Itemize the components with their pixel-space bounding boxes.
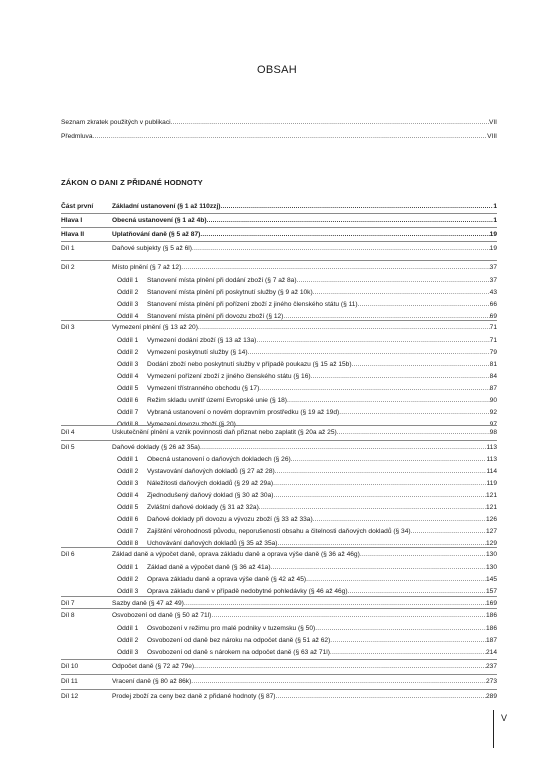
toc-page-number: 273: [485, 678, 497, 685]
toc-page-number: 113: [486, 444, 497, 451]
toc-text: Oprava základu daně a oprava výše daně (§ 42 až 45): [147, 576, 307, 583]
toc-text: Vystavování daňových dokladů (§ 27 až 28): [147, 468, 275, 475]
toc-subsection-label: Oddíl 4: [117, 492, 139, 499]
toc-text: Náležitosti daňových dokladů (§ 29 až 29a): [147, 480, 274, 487]
toc-entry-line: [147, 646, 497, 659]
toc-text: Vymezení dovozu zboží (§ 20): [147, 421, 236, 428]
toc-page-number: 187: [485, 637, 497, 644]
toc-page-number: 157: [485, 588, 497, 595]
toc-page-number: 130: [485, 551, 497, 558]
toc-subsection-label: Oddíl 2: [117, 468, 139, 475]
toc-subsection-label: Oddíl 1: [117, 337, 139, 344]
toc-text: Vybraná ustanovení o novém dopravním prostředku (§ 19 až 19d): [147, 409, 340, 416]
toc-text: Obecná ustanovení (§ 1 až 4b): [112, 217, 207, 224]
toc-text: Základní ustanovení (§ 1 až 110zzj): [112, 203, 221, 210]
front-item-preface[interactable]: [0, 130, 554, 143]
toc-page-number: 1: [493, 203, 497, 210]
toc-page-number: 37: [489, 264, 497, 271]
leader-dots: [191, 675, 486, 688]
toc-page-number: 79: [489, 349, 497, 356]
section-heading: ZÁKON O DANI Z PŘIDANÉ HODNOTY: [61, 178, 203, 187]
toc-text: Daňové subjekty (§ 5 až 6l): [112, 245, 192, 252]
toc-text: Uplatňování daně (§ 5 až 87): [112, 231, 201, 238]
leader-dots: [194, 660, 486, 673]
toc-page-number: 90: [489, 397, 497, 404]
toc-entry-line: [112, 242, 497, 255]
leader-dots: [198, 321, 490, 334]
toc-text: Stanovení místa plnění při pořízení zboží z jiného členského státu (§ 11): [147, 301, 358, 308]
toc-page-number: 92: [489, 409, 497, 416]
toc-text: Seznam zkratek použitých v publikaci: [61, 119, 171, 126]
toc-page-number: 186: [485, 625, 497, 632]
toc-text: Vymezení dodání zboží (§ 13 až 13a): [147, 337, 257, 344]
leader-dots: [207, 214, 494, 227]
toc-text: Zvláštní daňové doklady (§ 31 až 32a): [147, 504, 259, 511]
toc-entry-label: Díl 3: [61, 324, 75, 331]
toc-entry-label: Díl 2: [61, 264, 75, 271]
toc-page-number: 69: [489, 313, 497, 320]
toc-entry-line: [112, 690, 497, 703]
toc-entry-label: Díl 5: [61, 444, 75, 451]
toc-entry-line: [112, 426, 497, 439]
toc-subsection-label: Oddíl 6: [117, 397, 139, 404]
toc-text: Stanovení místa plnění při dodání zboží (§ 7 až 8a): [147, 277, 297, 284]
toc-subsection-label: Oddíl 7: [117, 409, 139, 416]
toc-page-number: 87: [489, 385, 497, 392]
toc-page-number: 169: [485, 600, 497, 607]
toc-entry-label: Hlava II: [61, 231, 85, 238]
toc-entry-label: Část první: [61, 203, 94, 210]
toc-page-number: 37: [489, 277, 497, 284]
page-title: OBSAH: [256, 64, 297, 76]
toc-page-number: 97: [489, 421, 497, 428]
toc-page-number: 66: [489, 301, 497, 308]
toc-entry[interactable]: [0, 646, 554, 659]
toc-subsection-label: Oddíl 3: [117, 361, 139, 368]
toc-subsection-label: Oddíl 1: [117, 277, 139, 284]
toc-page-number: VII: [488, 119, 497, 126]
toc-page-number: 84: [489, 373, 497, 380]
toc-subsection-label: Oddíl 8: [117, 421, 139, 428]
toc-entry-line: [112, 214, 497, 227]
toc-text: Vymezení třístranného obchodu (§ 17): [147, 385, 260, 392]
toc-page-number: 129: [485, 540, 497, 547]
toc-entry[interactable]: [0, 675, 554, 688]
toc-entry-label: Díl 4: [61, 429, 75, 436]
toc-text: Režim skladu uvnitř území Evropské unie (§ 18): [147, 397, 287, 404]
toc-entry-line: [112, 200, 497, 213]
toc-text: Oprava základu daně v případě nedobytné pohledávky (§ 46 až 46g): [147, 588, 348, 595]
folio-rule: [493, 710, 494, 748]
toc-entry-label: Díl 6: [61, 551, 75, 558]
toc-text: Osvobození v režimu pro malé podniky v tuzemsku (§ 50): [147, 625, 316, 632]
toc-page-number: 19: [489, 231, 497, 238]
toc-entry-line: [112, 228, 497, 241]
toc-text: Sazby daně (§ 47 až 49): [112, 600, 184, 607]
toc-page-number: 237: [485, 663, 497, 670]
leader-dots: [220, 200, 493, 213]
toc-subsection-label: Oddíl 5: [117, 504, 139, 511]
leader-dots: [192, 242, 490, 255]
toc-text: Osvobození od daně s nárokem na odpočet daně (§ 63 až 71l): [147, 649, 330, 656]
toc-text: Dodání zboží nebo poskytnutí služby v případě poukazu (§ 15 až 15b): [147, 361, 352, 368]
toc-page-number: 186: [485, 612, 497, 619]
toc-subsection-label: Oddíl 2: [117, 349, 139, 356]
toc-text: Prodej zboží za ceny bez daně z přidané hodnoty (§ 87): [112, 693, 276, 700]
toc-entry-label: Díl 1: [61, 245, 75, 252]
toc-text: Základ daně a výpočet daně (§ 36 až 41a): [147, 564, 271, 571]
toc-entry[interactable]: [0, 214, 554, 227]
leader-dots: [93, 130, 488, 143]
toc-text: Vymezení plnění (§ 13 až 20): [112, 324, 198, 331]
toc-subsection-label: Oddíl 2: [117, 289, 139, 296]
toc-page-number: 43: [489, 289, 497, 296]
toc-subsection-label: Oddíl 2: [117, 576, 139, 583]
toc-subsection-label: Oddíl 4: [117, 373, 139, 380]
toc-page-number: 145: [485, 576, 497, 583]
toc-entry-line: [112, 548, 497, 561]
toc-entry[interactable]: [0, 228, 554, 241]
toc-entry-label: Hlava I: [61, 217, 83, 224]
toc-entry[interactable]: [0, 261, 554, 274]
page-number: V: [501, 713, 508, 723]
toc-page-number: 130: [485, 564, 497, 571]
leader-dots: [360, 548, 486, 561]
toc-page-number: 71: [489, 324, 497, 331]
toc-text: Vymezení poskytnutí služby (§ 14): [147, 349, 248, 356]
toc-entry-label: Díl 11: [61, 678, 78, 685]
toc-text: Osvobození od daně (§ 50 až 71l): [112, 612, 212, 619]
toc-page-number: 113: [486, 456, 497, 463]
toc-text: Vymezení pořízení zboží z jiného členského státu (§ 16): [147, 373, 311, 380]
toc-entry[interactable]: [0, 200, 554, 213]
toc-page-number: 98: [489, 429, 497, 436]
leader-dots: [181, 261, 489, 274]
toc-subsection-label: Oddíl 1: [117, 456, 139, 463]
toc-text: Obecná ustanovení o daňových dokladech (§ 26): [147, 456, 291, 463]
leader-dots: [171, 116, 489, 129]
toc-text: Předmluva: [61, 133, 93, 140]
toc-text: Uskutečnění plnění a vznik povinnosti daň přiznat nebo zaplatit (§ 20a až 25): [112, 429, 337, 436]
toc-entry-line: [112, 321, 497, 334]
toc-page-number: VIII: [487, 133, 497, 140]
toc-subsection-label: Oddíl 8: [117, 540, 139, 547]
toc-text: Stanovení místa plnění při poskytnutí služby (§ 9 až 10k): [147, 289, 313, 296]
toc-page-number: 114: [486, 468, 497, 475]
toc-text: Daňové doklady při dovozu a vývozu zboží (§ 33 až 33a): [147, 516, 313, 523]
leader-dots: [337, 426, 490, 439]
toc-page-number: 1: [493, 217, 497, 224]
toc-page-number: 121: [485, 504, 497, 511]
toc-text: Daňové doklady (§ 26 až 35a): [112, 444, 200, 451]
toc-subsection-label: Oddíl 3: [117, 588, 139, 595]
toc-page-number: 19: [489, 245, 497, 252]
toc-subsection-label: Oddíl 3: [117, 301, 139, 308]
toc-subsection-label: Oddíl 7: [117, 528, 139, 535]
toc-page-number: 121: [485, 492, 497, 499]
toc-page-number: 289: [485, 693, 497, 700]
toc-subsection-label: Oddíl 1: [117, 564, 139, 571]
toc-entry-label: Díl 12: [61, 693, 79, 700]
toc-entry[interactable]: [0, 690, 554, 703]
toc-entry[interactable]: [0, 321, 554, 334]
leader-dots: [200, 228, 489, 241]
toc-page-number: 71: [489, 337, 497, 344]
front-item-abbreviations[interactable]: [0, 116, 554, 129]
toc-entry-line: [112, 675, 497, 688]
toc-entry-label: Díl 8: [61, 612, 75, 619]
toc-entry[interactable]: [0, 609, 554, 622]
toc-text: Odpočet daně (§ 72 až 79e): [112, 663, 195, 670]
toc-text: Stanovení místa plnění při dovozu zboží (§ 12): [147, 313, 284, 320]
toc-entry-line: [112, 609, 497, 622]
toc-subsection-label: Oddíl 3: [117, 480, 139, 487]
leader-dots: [330, 646, 486, 659]
toc-entry-line: [112, 261, 497, 274]
toc-page-number: 81: [489, 361, 497, 368]
toc-page-number: 126: [485, 516, 497, 523]
toc-text: Osvobození od daně bez nároku na odpočet daně (§ 51 až 62): [147, 637, 331, 644]
toc-subsection-label: Oddíl 1: [117, 625, 139, 632]
toc-entry-label: Díl 10: [61, 663, 79, 670]
toc-text: Vracení daně (§ 80 až 86k): [112, 678, 192, 685]
toc-entry[interactable]: [0, 548, 554, 561]
toc-entry-line: [112, 660, 497, 673]
leader-dots: [275, 690, 486, 703]
toc-entry[interactable]: [0, 426, 554, 439]
toc-entry[interactable]: [0, 660, 554, 673]
toc-text: Uchovávání daňových dokladů (§ 35 až 35a): [147, 540, 278, 547]
toc-text: Místo plnění (§ 7 až 12): [112, 264, 182, 271]
toc-entry[interactable]: [0, 242, 554, 255]
toc-entry-label: Díl 7: [61, 600, 75, 607]
toc-subsection-label: Oddíl 2: [117, 637, 139, 644]
toc-text: Základ daně a výpočet daně, oprava základu daně a oprava výše daně (§ 36 až 46g): [112, 551, 360, 558]
toc-subsection-label: Oddíl 4: [117, 313, 139, 320]
toc-subsection-label: Oddíl 6: [117, 516, 139, 523]
toc-page-number: 127: [485, 528, 497, 535]
toc-subsection-label: Oddíl 3: [117, 649, 139, 656]
leader-dots: [211, 609, 486, 622]
toc-page-number: 214: [485, 649, 497, 656]
toc-text: Zajištění věrohodnosti původu, neporušenosti obsahu a čitelnosti daňových dokladů (§ 34): [147, 528, 411, 535]
toc-subsection-label: Oddíl 5: [117, 385, 139, 392]
toc-text: Zjednodušený daňový doklad (§ 30 až 30a): [147, 492, 274, 499]
toc-page-number: 119: [486, 480, 497, 487]
